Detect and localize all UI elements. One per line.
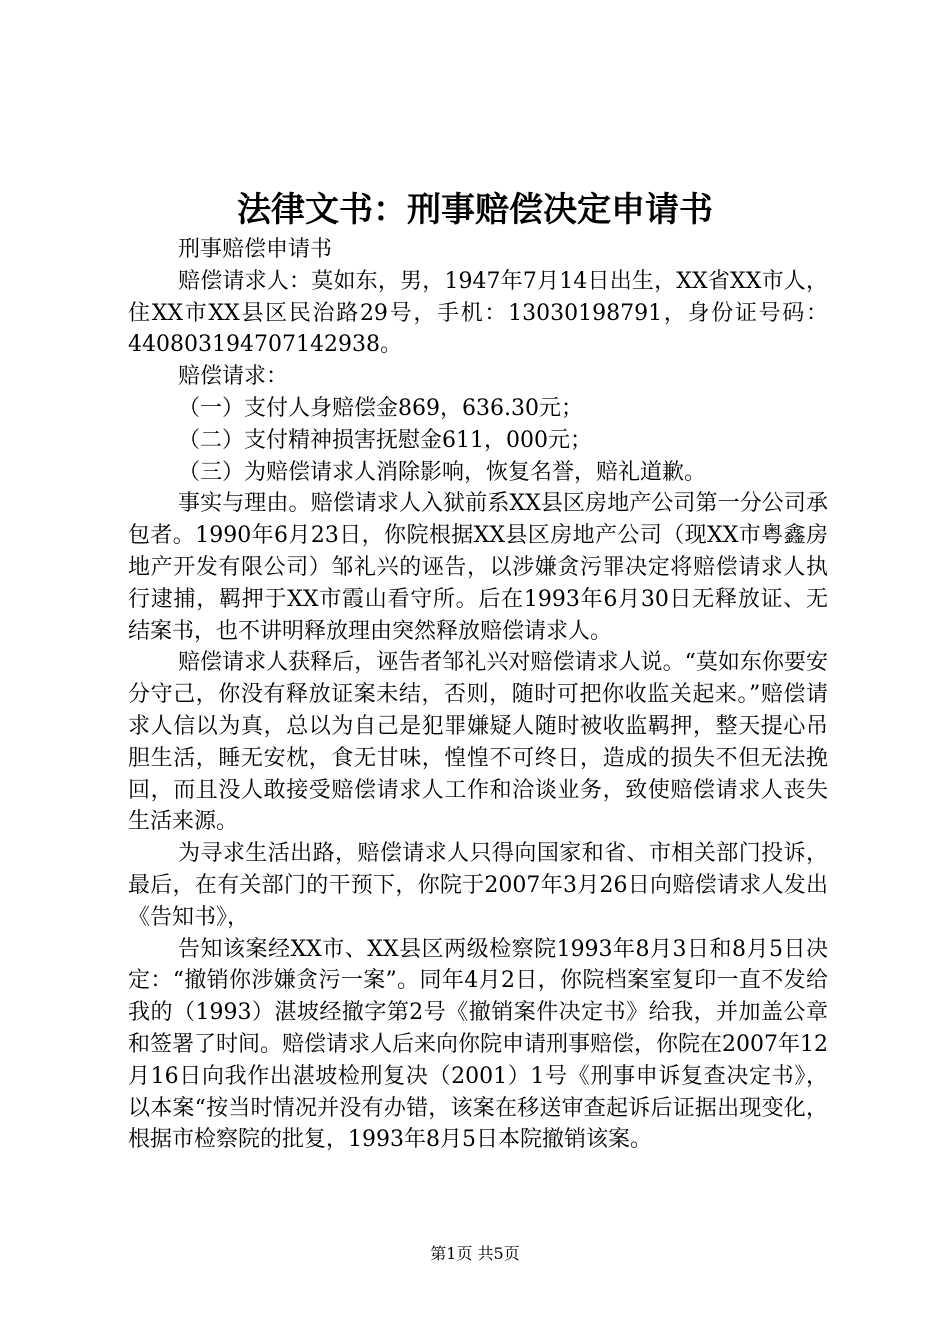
paragraph-complaint: 为寻求生活出路，赔偿请求人只得向国家和省、市相关部门投诉，最后，在有关部门的干预下，你院于2007年3月26日向赔偿请求人发出《告知书》， (128, 841, 828, 930)
paragraph-claim-2: （二）支付精神损害抚慰金611，000元； (178, 427, 592, 453)
paragraph-heading: 刑事赔偿申请书 (178, 237, 333, 262)
paragraph-after-release: 赔偿请求人获释后，诬告者邹礼兴对赔偿请求人说。“莫如东你要安分守己，你没有释放证案未结，否则，随时可把你收监关起来。”赔偿请求人信以为真，总以为自己是犯罪嫌疑人随时被收监羁押，整天提心吊胆生活，睡无安枕，食无甘味，惶惶不可终日，造成的损失不但无法挽回，而且没人敢接受赔偿请求人工作和洽谈业务，致使赔偿请求人丧失生活来源。 (128, 650, 828, 835)
paragraph-claims-label: 赔偿请求： (178, 364, 289, 390)
page-footer: 第1页 共5页 (430, 1244, 520, 1263)
document-body (128, 234, 828, 1156)
document-title: 法律文书：刑事赔偿决定申请书 (237, 190, 713, 230)
paragraph-notice: 告知该案经XX市、XX县区两级检察院1993年8月3日和8月5日决定：“撤销你涉嫌贪污一案”。同年4月2日，你院档案室复印一直不发给我的（1993）湛坡经撤字第2号《撤销案件决定书》给我，并加盖公章和签署了时间。赔偿请求人后来向你院申请刑事赔偿，你院在2007年12月16日向我作出湛坡检刑复决（2001）1号《刑事申诉复查决定书》，以本案“按当时情况并没有办错，该案在移送审查起诉后证据出现变化，根据市检察院的批复，1993年8月5日本院撤销该案。 (128, 936, 828, 1153)
paragraph-facts: 事实与理由。赔偿请求人入狱前系XX县区房地产公司第一分公司承包者。1990年6月23日，你院根据XX县区房地产公司（现XX市粤鑫房地产开发有限公司）邹礼兴的诬告，以涉嫌贪污罪决定将赔偿请求人执行逮捕，羁押于XX市霞山看守所。后在1993年6月30日无释放证、无结案书，也不讲明释放理由突然释放赔偿请求人。 (128, 491, 828, 644)
paragraph-claim-3: （三）为赔偿请求人消除影响，恢复名誉，赔礼道歉。 (178, 459, 707, 485)
paragraph-claim-1: （一）支付人身赔偿金869，636.30元； (178, 395, 583, 421)
paragraph-claimant: 赔偿请求人：莫如东，男，1947年7月14日出生，XX省XX市人，住XX市XX县区民治路29号，手机：13030198791，身份证号码：440803194707142938。 (128, 268, 828, 358)
